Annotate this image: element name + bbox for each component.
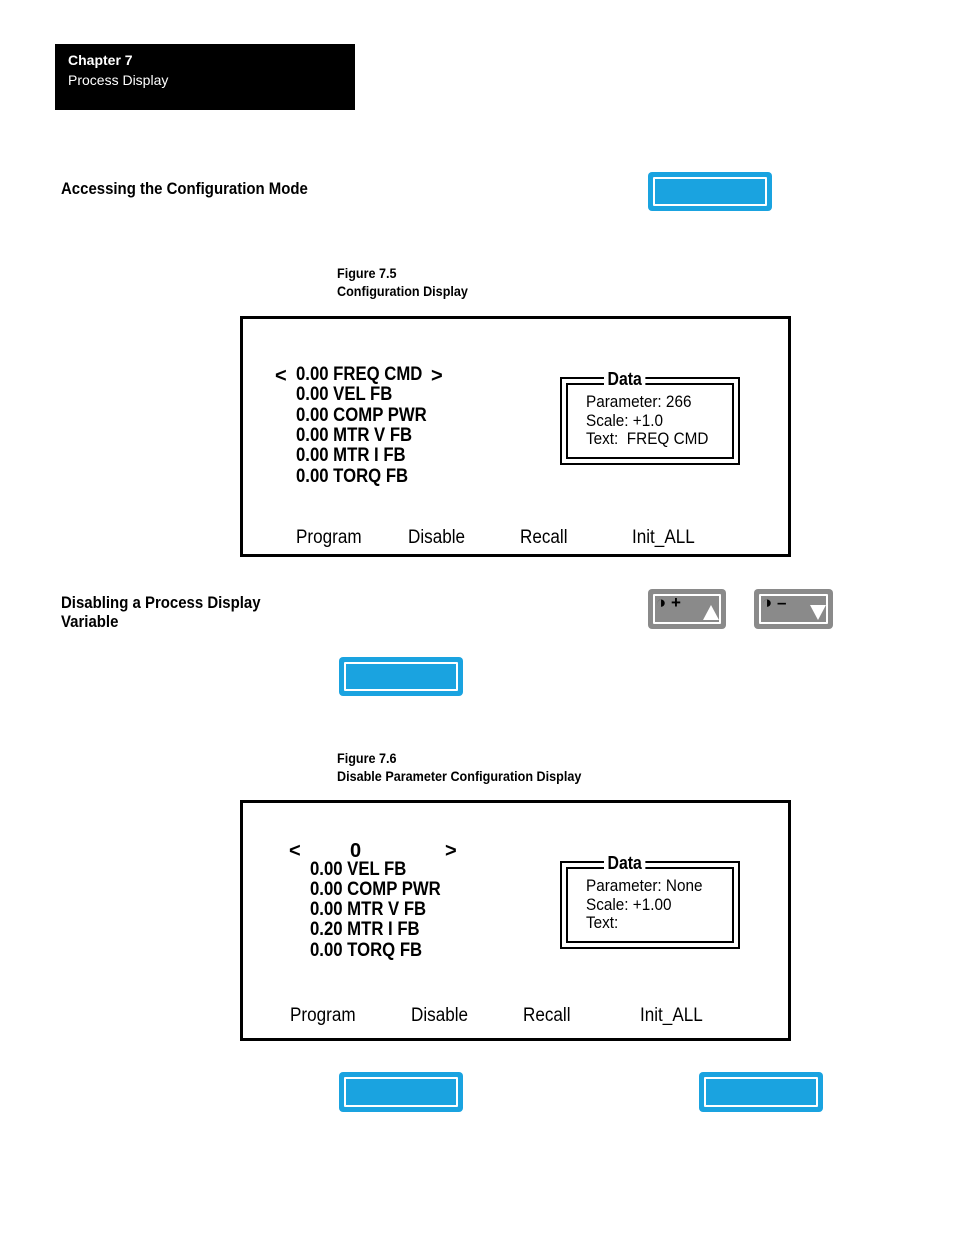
config-softkey-button[interactable] bbox=[648, 172, 772, 211]
nav-right-arrow: > bbox=[445, 840, 457, 862]
softkey-recall[interactable]: Recall bbox=[520, 527, 568, 548]
bottom-left-softkey-button[interactable] bbox=[339, 1072, 463, 1112]
contrast-plus-icon: ◑ + bbox=[656, 593, 681, 612]
data-parameter: Parameter: None bbox=[586, 876, 703, 895]
param-line: 0.00 MTR I FB bbox=[296, 445, 406, 466]
configuration-display-screen bbox=[240, 316, 791, 557]
softkey-init-all[interactable]: Init_ALL bbox=[640, 1005, 703, 1026]
figure-7-5-label: Figure 7.5 bbox=[337, 265, 397, 281]
softkey-disable[interactable]: Disable bbox=[411, 1005, 469, 1026]
nav-left-arrow: < bbox=[289, 840, 301, 862]
data-scale: Scale: +1.00 bbox=[586, 895, 672, 914]
softkey-recall[interactable]: Recall bbox=[523, 1005, 571, 1026]
section-heading-disable: Disabling a Process Display bbox=[61, 593, 261, 612]
data-panel-title: Data bbox=[604, 853, 645, 874]
param-line: 0.00 VEL FB bbox=[296, 384, 393, 405]
softkey-program[interactable]: Program bbox=[290, 1005, 356, 1026]
param-line: 0.00 MTR V FB bbox=[310, 899, 427, 920]
softkey-disable[interactable]: Disable bbox=[408, 527, 466, 548]
section-heading-disable-cont: Variable bbox=[61, 612, 119, 631]
data-panel bbox=[560, 369, 740, 465]
nav-right-arrow: > bbox=[431, 365, 443, 387]
data-text: Text: bbox=[586, 913, 619, 932]
data-parameter: Parameter: 266 bbox=[586, 392, 692, 411]
param-line: 0.00 COMP PWR bbox=[296, 405, 427, 426]
data-scale: Scale: +1.0 bbox=[586, 411, 663, 430]
up-arrow-icon bbox=[703, 605, 719, 620]
data-text: Text: FREQ CMD bbox=[586, 429, 709, 448]
figure-7-5-caption: Configuration Display bbox=[337, 283, 468, 299]
disable-parameter-display-screen bbox=[240, 800, 791, 1041]
section-heading-config: Accessing the Configuration Mode bbox=[61, 179, 308, 198]
disable-softkey-button[interactable] bbox=[339, 657, 463, 696]
softkey-init-all[interactable]: Init_ALL bbox=[632, 527, 695, 548]
increment-key-button[interactable] bbox=[648, 589, 726, 629]
param-line: 0.00 MTR V FB bbox=[296, 425, 413, 446]
param-line: 0.00 TORQ FB bbox=[310, 940, 423, 961]
data-panel bbox=[560, 853, 740, 949]
figure-7-6-label: Figure 7.6 bbox=[337, 750, 397, 766]
chapter-title: Process Display bbox=[68, 72, 169, 88]
bottom-right-softkey-button[interactable] bbox=[699, 1072, 823, 1112]
param-line: 0.00 COMP PWR bbox=[310, 879, 441, 900]
param-line: 0.20 MTR I FB bbox=[310, 919, 420, 940]
softkey-program[interactable]: Program bbox=[296, 527, 362, 548]
decrement-key-button[interactable] bbox=[754, 589, 833, 629]
data-panel-title: Data bbox=[604, 369, 645, 390]
param-line: 0.00 TORQ FB bbox=[296, 466, 409, 487]
param-line-selected: 0.00 FREQ CMD bbox=[296, 364, 423, 385]
contrast-minus-icon: ◑ – bbox=[762, 593, 787, 612]
nav-left-arrow: < bbox=[275, 365, 287, 387]
chapter-number: Chapter 7 bbox=[68, 52, 133, 68]
chapter-header bbox=[55, 44, 355, 110]
down-arrow-icon bbox=[810, 605, 826, 620]
figure-7-6-caption: Disable Parameter Configuration Display bbox=[337, 768, 582, 784]
nav-value: 0 bbox=[350, 840, 362, 862]
param-line: 0.00 VEL FB bbox=[310, 859, 407, 880]
